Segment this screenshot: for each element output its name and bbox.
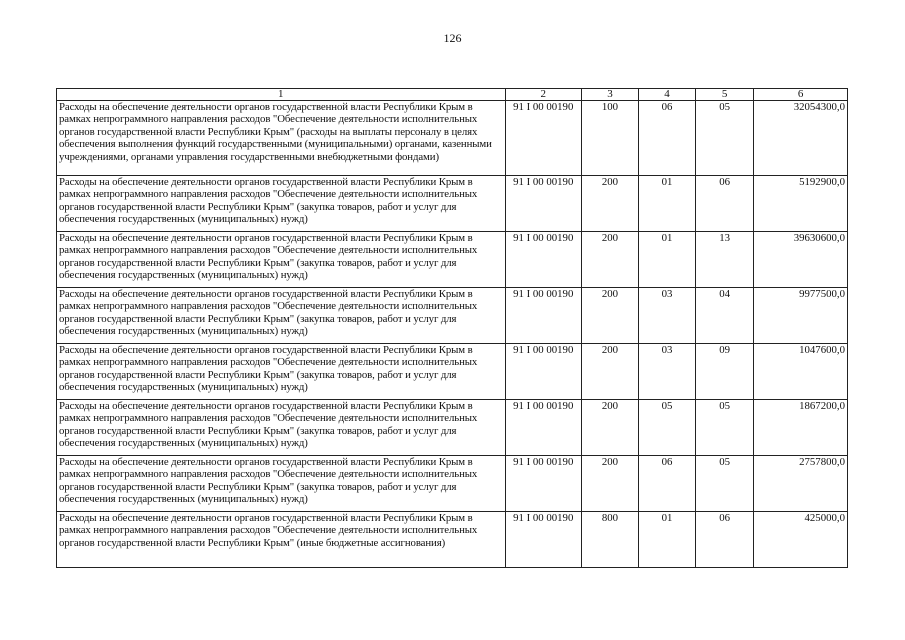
expense-type-code: 200	[581, 456, 638, 512]
amount-value: 2757800,0	[754, 456, 848, 512]
subsection-code: 05	[696, 101, 754, 176]
section-code: 01	[639, 232, 696, 288]
budget-table	[56, 88, 848, 568]
amount-value: 9977500,0	[754, 288, 848, 344]
expense-type-code: 200	[581, 176, 638, 232]
section-code: 06	[639, 456, 696, 512]
target-article-code: 91 I 00 00190	[505, 400, 581, 456]
column-header-3: 3	[581, 89, 638, 101]
column-header-2: 2	[505, 89, 581, 101]
amount-value: 5192900,0	[754, 176, 848, 232]
amount-value: 39630600,0	[754, 232, 848, 288]
amount-value: 1867200,0	[754, 400, 848, 456]
amount-value: 1047600,0	[754, 344, 848, 400]
expense-type-code: 800	[581, 512, 638, 568]
subsection-code: 05	[696, 456, 754, 512]
column-header-6: 6	[754, 89, 848, 101]
expense-type-code: 200	[581, 288, 638, 344]
subsection-code: 09	[696, 344, 754, 400]
table-row	[57, 456, 848, 512]
target-article-code: 91 I 00 00190	[505, 512, 581, 568]
section-code: 05	[639, 400, 696, 456]
column-header-1: 1	[57, 89, 506, 101]
expense-description: Расходы на обеспечение деятельности органов государственной власти Республики Крым в рамках непрограммного направления расходов "Обеспечение деятельности исполнительных органов государственной власти Республики Крым" (иные бюджетные ассигнования)	[57, 512, 506, 568]
table-row	[57, 176, 848, 232]
expense-description: Расходы на обеспечение деятельности органов государственной власти Республики Крым в рамках непрограммного направления расходов "Обеспечение деятельности исполнительных органов государственной власти Республики Крым" (закупка товаров, работ и услуг для обеспечения государственных (муниципальных) нужд)	[57, 400, 506, 456]
section-code: 01	[639, 176, 696, 232]
expense-description: Расходы на обеспечение деятельности органов государственной власти Республики Крым в рамках непрограммного направления расходов "Обеспечение деятельности исполнительных органов государственной власти Республики Крым" (расходы на выплаты персоналу в целях обеспечения выполнения функций государственными (муниципальными) органами, казенными учреждениями, органами управления государственными внебюджетными фондами)	[57, 101, 506, 176]
section-code: 01	[639, 512, 696, 568]
expense-description: Расходы на обеспечение деятельности органов государственной власти Республики Крым в рамках непрограммного направления расходов "Обеспечение деятельности исполнительных органов государственной власти Республики Крым" (закупка товаров, работ и услуг для обеспечения государственных (муниципальных) нужд)	[57, 456, 506, 512]
target-article-code: 91 I 00 00190	[505, 344, 581, 400]
expense-description: Расходы на обеспечение деятельности органов государственной власти Республики Крым в рамках непрограммного направления расходов "Обеспечение деятельности исполнительных органов государственной власти Республики Крым" (закупка товаров, работ и услуг для обеспечения государственных (муниципальных) нужд)	[57, 232, 506, 288]
amount-value: 32054300,0	[754, 101, 848, 176]
section-code: 03	[639, 288, 696, 344]
target-article-code: 91 I 00 00190	[505, 288, 581, 344]
expense-type-code: 200	[581, 344, 638, 400]
table-row	[57, 512, 848, 568]
expense-description: Расходы на обеспечение деятельности органов государственной власти Республики Крым в рамках непрограммного направления расходов "Обеспечение деятельности исполнительных органов государственной власти Республики Крым" (закупка товаров, работ и услуг для обеспечения государственных (муниципальных) нужд)	[57, 176, 506, 232]
table-row	[57, 288, 848, 344]
expense-type-code: 200	[581, 400, 638, 456]
expense-type-code: 200	[581, 232, 638, 288]
subsection-code: 06	[696, 176, 754, 232]
section-code: 06	[639, 101, 696, 176]
table-row	[57, 400, 848, 456]
subsection-code: 13	[696, 232, 754, 288]
expense-description: Расходы на обеспечение деятельности органов государственной власти Республики Крым в рамках непрограммного направления расходов "Обеспечение деятельности исполнительных органов государственной власти Республики Крым" (закупка товаров, работ и услуг для обеспечения государственных (муниципальных) нужд)	[57, 288, 506, 344]
target-article-code: 91 I 00 00190	[505, 101, 581, 176]
subsection-code: 04	[696, 288, 754, 344]
target-article-code: 91 I 00 00190	[505, 456, 581, 512]
table-row	[57, 344, 848, 400]
target-article-code: 91 I 00 00190	[505, 232, 581, 288]
expense-description: Расходы на обеспечение деятельности органов государственной власти Республики Крым в рамках непрограммного направления расходов "Обеспечение деятельности исполнительных органов государственной власти Республики Крым" (закупка товаров, работ и услуг для обеспечения государственных (муниципальных) нужд)	[57, 344, 506, 400]
expense-type-code: 100	[581, 101, 638, 176]
table-row	[57, 232, 848, 288]
table-row	[57, 101, 848, 176]
subsection-code: 06	[696, 512, 754, 568]
column-header-5: 5	[696, 89, 754, 101]
subsection-code: 05	[696, 400, 754, 456]
amount-value: 425000,0	[754, 512, 848, 568]
target-article-code: 91 I 00 00190	[505, 176, 581, 232]
table-header-row	[57, 89, 848, 101]
section-code: 03	[639, 344, 696, 400]
page-number: 126	[443, 31, 462, 45]
column-header-4: 4	[639, 89, 696, 101]
